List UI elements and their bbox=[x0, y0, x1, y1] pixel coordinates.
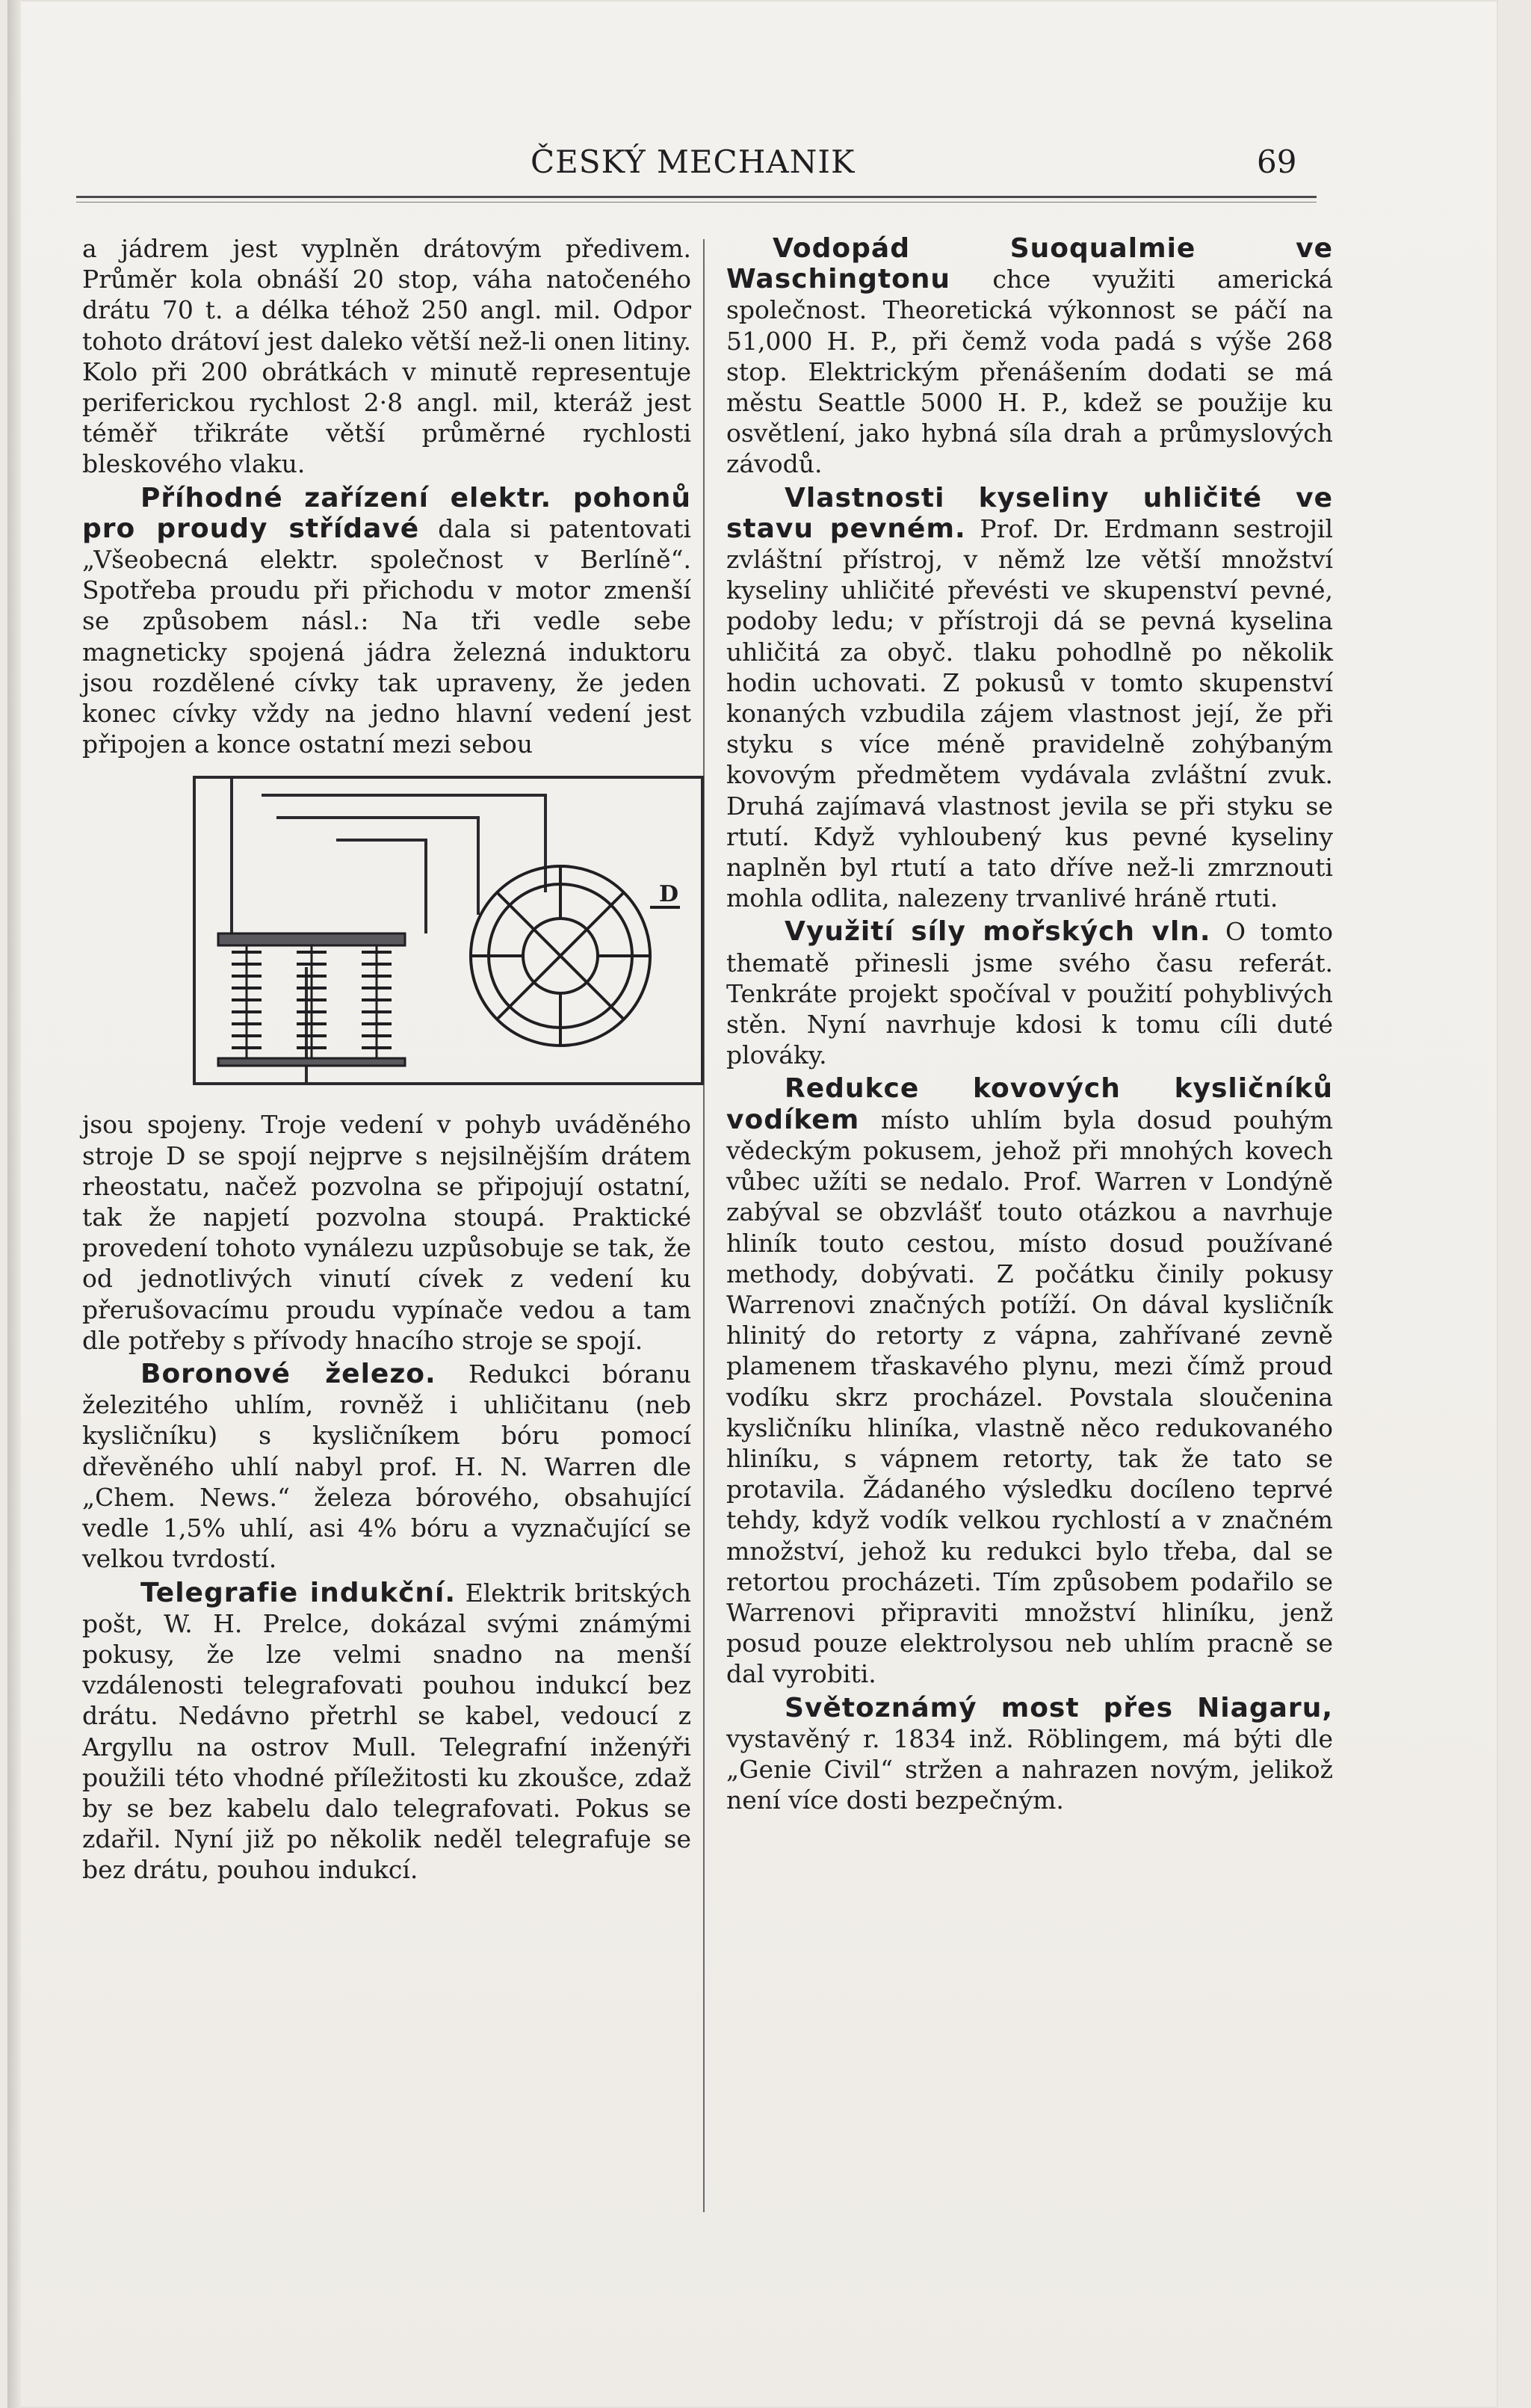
paragraph-waterfall bbox=[726, 233, 1333, 480]
paragraph-solid-co2-text: Prof. Dr. Erdmann sestrojil zvláštní přístroj, v němž lze větší množství kyseliny uhličité převésti ve skupenství pevné, podoby ledu; v přístroji dá se pevná kyselina uhličitá za obyč. tlaku pohodlně po několik hodin uchovati. Z pokusů v tomto skupenství konaných vzbudila zájem vlastnost její, že při styku s více méně pravidelně zohýbaným kovovým předmětem vydávala zvláštní zvuk. Druhá zajímavá vlastnost jevila se při styku se rtutí. Když vyhloubený kus pevné kyseliny naplněn byl rtutí a tato dříve než-li zmrznouti mohla odlita, nalezeny trvanlivé hráně rtuti. bbox=[726, 513, 1334, 913]
heading-niagara-bridge: Světoznámý most přes Niagaru, bbox=[785, 1692, 1333, 1723]
document-page bbox=[7, 0, 1498, 2408]
paragraph-boron-iron-text: Redukci bóranu železitého uhlím, rovněž i uhličitanu (neb kysličníku) s kysličníkem bóru pomocí dřevěného uhlí nabyl prof. H. N. Warren dle „Chem. News.“ železa bórového, obsahující vedle 1,5% uhlí, asi 4% bóru a vyznačující se velkou tvrdostí. bbox=[82, 1359, 691, 1574]
heading-solid-co2: Vlastnosti kyseliny uhličité ve stavu pevném. bbox=[726, 482, 1333, 544]
paragraph-connections: jsou spojeny. Troje vedení v pohyb uváděného stroje D se spojí nejprve s nejsilnějším drátem rheostatu, načež pozvolna se připojují ostatní, tak že napjetí pozvolna stoupá. Praktické provedení tohoto vynálezu uzpůsobuje se tak, že od jednotlivých vinutí cívek z vedení ku přerušovacímu proudu vypínače vedou a tam dle potřeby s přívody hnacího stroje se spojí. bbox=[82, 1110, 691, 1355]
running-header-title: ČESKÝ MECHANIK bbox=[531, 143, 856, 180]
paragraph-ac-drives bbox=[82, 483, 691, 760]
paragraph-drum-wire: a jádrem jest vyplněn drátovým předivem. Průměr kola obnáší 20 stop, váha natočeného drátu 70 t. a délka téhož 250 angl. mil. Odpor tohoto drátoví jest daleko větší než-li onen litiny. Kolo při 200 obrátkách v minutě representuje periferickou rychlost 2·8 angl. mil, kteráž jest téměř třikráte větší průměrné rychlosti bleskového vlaku. bbox=[82, 234, 691, 479]
heading-ac-drives: Příhodné zařízení elektr. pohonů pro proudy střídavé bbox=[82, 482, 691, 544]
paragraph-niagara-bridge bbox=[726, 1693, 1333, 1816]
paragraph-oxide-reduction-text: místo uhlím byla dosud pouhým vědeckým pokusem, jehož při mnohých kovech vůbec užíti se nedalo. Prof. Warren v Londýně zabýval se obzvlášť touto otázkou a navrhuje hliník touto cestou, místo dosud používané methody, dobývati. Z počátku činily pokusy Warrenovi značných potíží. On dával kysličník hlinitý do retorty z vápna, zahřívané zevně plamenem třaskavého plynu, mezi čímž proud vodíku skrz procházel. Povstala sloučenina kysličníku hliníka, vlastně něco redukovaného hliníku, s vápnem retorty, tak že tato se protavila. Žádaného výsledku docíleno teprvé tehdy, když vodík velkou rychlostí a v značném množství, jehož ku redukci bylo třeba, dal se retortou procházeti. Tím způsobem podařilo se Warrenovi připraviti množství hliníku, jenž posud pouze elektrolysou neb uhlím pracně se dal vyrobiti. bbox=[726, 1105, 1333, 1689]
header-rule-thin bbox=[76, 202, 1317, 203]
motor-d bbox=[471, 866, 680, 1046]
page-number: 69 bbox=[1257, 143, 1297, 180]
paragraph-wave-power-text: O tomto thematě přinesli jsme svého času referát. Tenkráte projekt spočíval v použití pohyblivých stěn. Nyní navrhuje kdosi k tomu cíli duté plováky. bbox=[726, 917, 1334, 1070]
heading-waterfall: Vodopád Suoqualmie ve Waschingtonu bbox=[726, 233, 1333, 295]
circuit-diagram-figure bbox=[157, 773, 732, 1099]
page-edge-shadow bbox=[7, 0, 21, 2408]
motor-label: D bbox=[659, 881, 679, 908]
paragraph-induction-telegraphy bbox=[82, 1578, 691, 1886]
paragraph-waterfall-text: chce využiti americká společnost. Theoretická výkonnost se páčí na 51,000 H. P., při čemž voda padá s výše 268 stop. Elektrickým přenášením dodati se má městu Seattle 5000 H. P., kdež se použije ku osvětlení, jako hybná síla drah a průmyslových závodů. bbox=[726, 265, 1333, 479]
paragraph-boron-iron bbox=[82, 1359, 691, 1574]
heading-oxide-reduction: Redukce kovových kysličníků vodíkem bbox=[726, 1073, 1333, 1135]
paragraph-oxide-reduction bbox=[726, 1073, 1333, 1689]
heading-induction-telegraphy: Telegrafie indukční. bbox=[140, 1577, 457, 1608]
heading-boron-iron: Boronové železo. bbox=[140, 1359, 436, 1390]
header-rule-thick bbox=[76, 196, 1317, 198]
paragraph-induction-telegraphy-text: Elektrik britských pošt, W. H. Prelce, dokázal svými známými pokusy, že lze velmi snadno na menší vzdálenosti telegrafovati pouhou indukcí bez drátu. Nedávno přetrhl se kabel, vedoucí z Argyllu na ostrov Mull. Telegrafní inženýři použili této vhodné příležitosti ku zkoušce, zdaž by se bez kabelu dalo telegrafovati. Pokus se zdařil. Nyní již po několik neděl telegrafuje se bez drátu, pouhou indukcí. bbox=[82, 1578, 691, 1885]
right-column bbox=[726, 233, 1333, 1815]
paragraph-wave-power bbox=[726, 916, 1333, 1070]
paragraph-ac-drives-text: dala si patentovati „Všeobecná elektr. společnost v Berlíně“. Spotřeba proudu při přichodu v motor zmenší se způsobem násl.: Na tři vedle sebe magneticky spojená jádra železná induktoru jsou rozdělené cívky tak upraveny, že jeden konec cívky vždy na jedno hlavní vedení jest připojen a konce ostatní mezi sebou bbox=[82, 513, 691, 759]
inductor-motor-diagram bbox=[157, 773, 732, 1099]
paragraph-solid-co2 bbox=[726, 483, 1333, 914]
paragraph-niagara-bridge-text: vystavěný r. 1834 inž. Röblingem, má býti dle „Genie Civil“ stržen a nahrazen novým, jelikož není více dosti bezpečným. bbox=[726, 1723, 1333, 1815]
left-column bbox=[82, 233, 691, 1886]
heading-wave-power: Využití síly mořských vln. bbox=[785, 916, 1211, 948]
column-divider bbox=[703, 239, 705, 2212]
